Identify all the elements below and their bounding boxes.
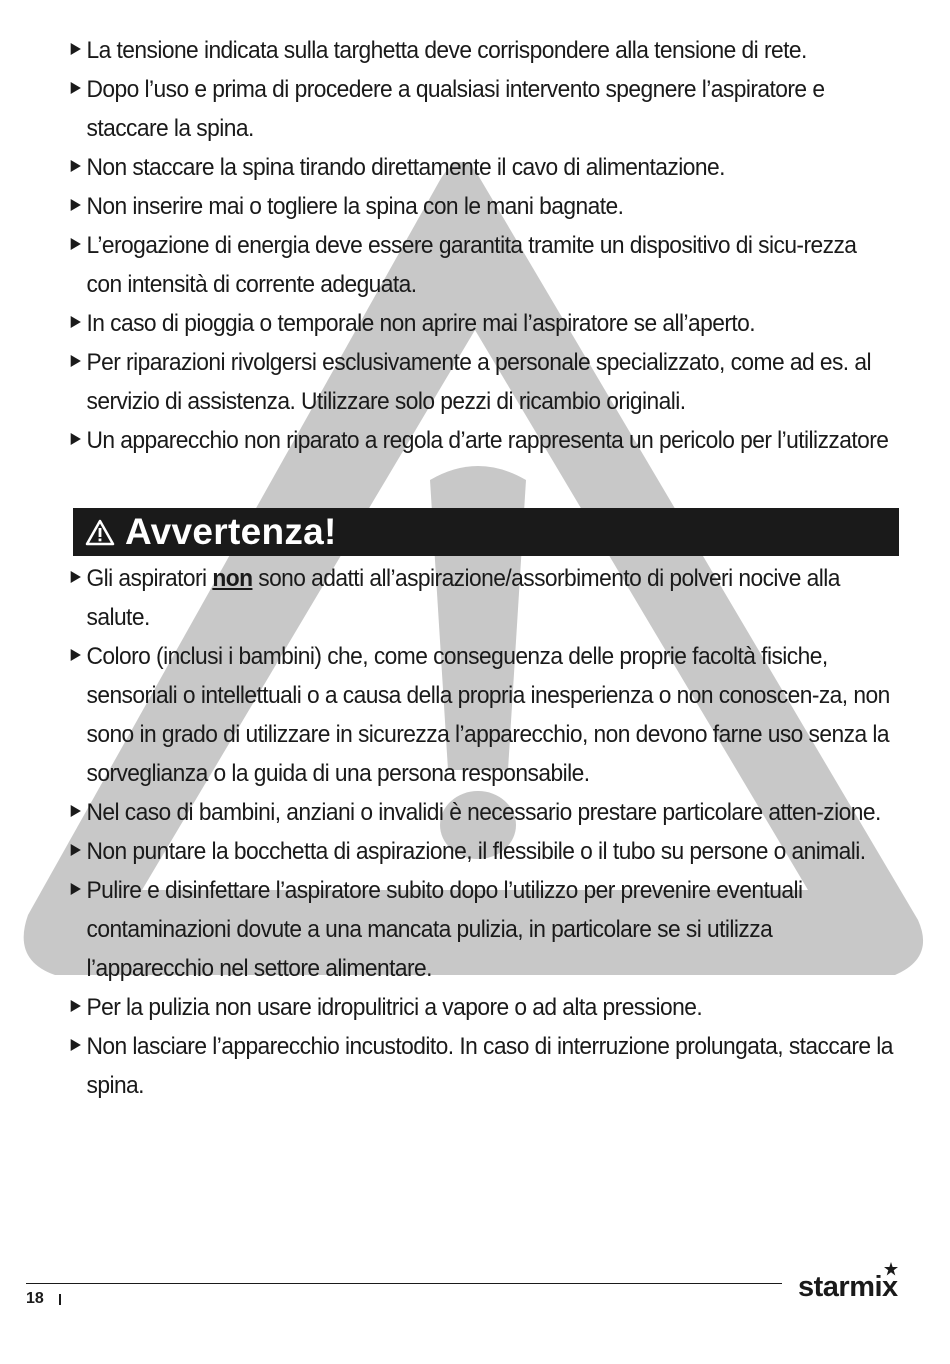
triangle-right-icon bbox=[71, 82, 81, 94]
triangle-right-icon bbox=[71, 1000, 81, 1012]
triangle-right-icon bbox=[71, 844, 81, 856]
triangle-right-icon bbox=[71, 316, 81, 328]
emphasis-text: non bbox=[212, 565, 253, 592]
page-number: 18 bbox=[26, 1290, 44, 1307]
triangle-right-icon bbox=[71, 43, 81, 55]
list-item: Per la pulizia non usare idropulitrici a vapore o ad alta pressione. bbox=[0, 988, 896, 1027]
safety-list-top bbox=[0, 31, 950, 460]
list-item: Non staccare la spina tirando direttamente il cavo di alimentazione. bbox=[0, 148, 896, 187]
list-item: L’erogazione di energia deve essere garantita tramite un dispositivo di sicu-rezza con intensità di corrente adeguata. bbox=[0, 226, 896, 304]
warning-heading: Avvertenza! bbox=[125, 511, 337, 552]
list-item: Per riparazioni rivolgersi esclusivamente a personale specializzato, come ad es. al servizio di assistenza. Utilizzare solo pezzi di ricambio originali. bbox=[0, 343, 896, 421]
triangle-right-icon bbox=[71, 160, 81, 172]
safety-list-bottom bbox=[0, 559, 950, 1105]
triangle-right-icon bbox=[71, 199, 81, 211]
page-number-separator bbox=[59, 1294, 61, 1305]
triangle-right-icon bbox=[71, 238, 81, 250]
footer-divider bbox=[26, 1283, 782, 1284]
triangle-right-icon bbox=[71, 649, 81, 661]
triangle-right-icon bbox=[71, 883, 81, 895]
list-item: Dopo l’uso e prima di procedere a qualsiasi intervento spegnere l’aspiratore e staccare la spina. bbox=[0, 70, 896, 148]
warning-triangle-icon bbox=[85, 519, 115, 546]
list-item: Coloro (inclusi i bambini) che, come conseguenza delle proprie facoltà fisiche, sensoriali o intellettuali o a causa della propria inesperienza o non conoscen-za, non sono in grado di utilizzare in sicurezza l’apparecchio, non devono farne uso senza la sorveglianza o la guida di una persona responsabile. bbox=[0, 637, 896, 793]
triangle-right-icon bbox=[71, 1039, 81, 1051]
list-item: Pulire e disinfettare l’aspiratore subito dopo l’utilizzo per prevenire eventuali contaminazioni dovute a una mancata pulizia, in particolare se si utilizza l’apparecchio nel settore alimentare. bbox=[0, 871, 896, 988]
list-item: Non puntare la bocchetta di aspirazione, il flessibile o il tubo su persone o animali. bbox=[0, 832, 896, 871]
list-item: La tensione indicata sulla targhetta deve corrispondere alla tensione di rete. bbox=[0, 31, 896, 70]
brand-logo: starmix bbox=[798, 1271, 898, 1303]
triangle-right-icon bbox=[71, 805, 81, 817]
list-item: Gli aspiratori non sono adatti all’aspirazione/assorbimento di polveri nocive alla salute. bbox=[0, 559, 896, 637]
list-item: Un apparecchio non riparato a regola d’arte rappresenta un pericolo per l’utilizzatore bbox=[0, 421, 896, 460]
triangle-right-icon bbox=[71, 355, 81, 367]
star-icon bbox=[884, 1262, 898, 1276]
list-item: In caso di pioggia o temporale non aprire mai l’aspiratore se all’aperto. bbox=[0, 304, 896, 343]
triangle-right-icon bbox=[71, 571, 81, 583]
list-item: Non lasciare l’apparecchio incustodito. In caso di interruzione prolungata, staccare la spina. bbox=[0, 1027, 896, 1105]
list-item: Nel caso di bambini, anziani o invalidi è necessario prestare particolare atten-zione. bbox=[0, 793, 896, 832]
warning-banner bbox=[73, 508, 899, 556]
triangle-right-icon bbox=[71, 433, 81, 445]
list-item: Non inserire mai o togliere la spina con le mani bagnate. bbox=[0, 187, 896, 226]
